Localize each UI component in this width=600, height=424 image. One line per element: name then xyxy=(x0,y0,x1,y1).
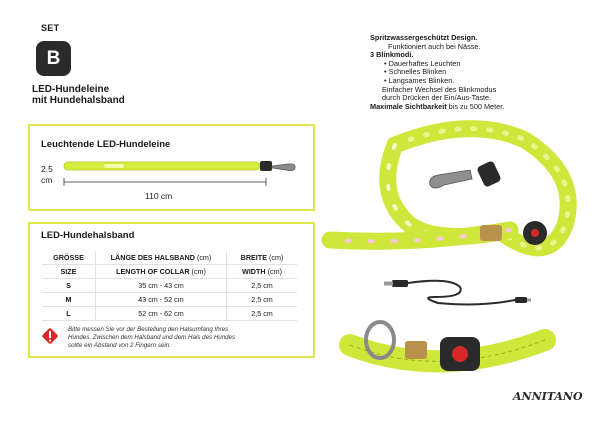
led-light xyxy=(531,229,539,237)
features-text xyxy=(370,34,504,111)
row-length: 35 cm - 43 cm xyxy=(96,279,227,293)
warning-icon xyxy=(40,326,60,346)
feature-line: 3 Blinkmodi. xyxy=(370,50,414,60)
table-header-de xyxy=(42,251,297,265)
leash-hook-icon xyxy=(272,164,295,171)
leash-glow xyxy=(104,164,124,168)
leash-width-unit: cm xyxy=(41,175,53,185)
row-width: 2,5 cm xyxy=(227,279,298,293)
leash-box xyxy=(28,124,315,211)
feature-line: • Dauerhaftes Leuchten xyxy=(384,58,461,68)
size-table xyxy=(42,251,297,321)
row-size: L xyxy=(42,307,96,321)
header-width-de: BREITE (cm) xyxy=(227,251,298,265)
feature-line: Maximale Sichtbarkeit bis zu 500 Meter. xyxy=(370,101,505,111)
brand-logo: ANNITANO xyxy=(513,390,583,403)
table-row xyxy=(42,293,297,307)
usb-cable xyxy=(384,280,531,304)
feature-line: Einfacher Wechsel des Blinkmodus xyxy=(382,84,497,94)
product-illustration xyxy=(320,115,600,395)
table-header-en xyxy=(42,265,297,279)
snap-hook-icon xyxy=(430,170,472,188)
leash-diagram xyxy=(60,156,300,206)
header-length-en: LENGTH OF COLLAR (cm) xyxy=(96,265,227,279)
product-title-line1: LED-Hundeleine xyxy=(32,84,110,95)
leash-width-value: 2.5 xyxy=(41,164,53,174)
collar-title: LED-Hundehalsband xyxy=(41,230,135,241)
table-row xyxy=(42,279,297,293)
feature-line: Spritzwassergeschützt Design. xyxy=(370,33,478,42)
collar-slider xyxy=(405,341,427,359)
usb-plug-icon xyxy=(392,280,408,287)
row-width: 2,5 cm xyxy=(227,293,298,307)
header-size-en: SIZE xyxy=(42,265,96,279)
notice-text: Bitte messen Sie vor der Bestellung den Halsumfang Ihres Hundes. Zwischen dem Halsband und dem Hals des Hundes sollte ein Abstand von 2 Fingern sein. xyxy=(68,326,236,349)
row-length: 52 cm - 62 cm xyxy=(96,307,227,321)
leash-buckle xyxy=(480,225,502,241)
set-badge: B xyxy=(36,41,71,76)
leash-length: 110 cm xyxy=(145,191,173,201)
leash-strap xyxy=(64,162,260,170)
product-title xyxy=(32,84,125,106)
micro-usb-icon xyxy=(515,297,527,303)
collar-box xyxy=(28,222,315,358)
leash-title: Leuchtende LED-Hundeleine xyxy=(41,139,171,150)
feature-line: Funktioniert auch bei Nässe. xyxy=(388,41,481,51)
leash-clasp-body xyxy=(476,160,502,188)
leash-photo xyxy=(330,129,568,248)
row-length: 43 cm - 52 cm xyxy=(96,293,227,307)
collar-photo xyxy=(350,322,545,371)
row-size: M xyxy=(42,293,96,307)
table-row xyxy=(42,307,297,321)
header-size-de: GRÖSSE xyxy=(42,251,96,265)
row-size: S xyxy=(42,279,96,293)
feature-line: • Schnelles Blinken xyxy=(384,67,447,77)
product-title-line2: mit Hundehalsband xyxy=(32,95,125,106)
header-width-en: WIDTH (cm) xyxy=(227,265,298,279)
feature-line: durch Drücken der Ein/Aus-Taste. xyxy=(382,93,492,103)
header-length-de: LÄNGE DES HALSBAND (cm) xyxy=(96,251,227,265)
row-width: 2,5 cm xyxy=(227,307,298,321)
set-label: SET xyxy=(41,23,60,33)
feature-line: • Langsames Blinken. xyxy=(384,75,455,85)
leash-clasp xyxy=(260,161,272,171)
collar-led-button-icon xyxy=(452,346,468,362)
